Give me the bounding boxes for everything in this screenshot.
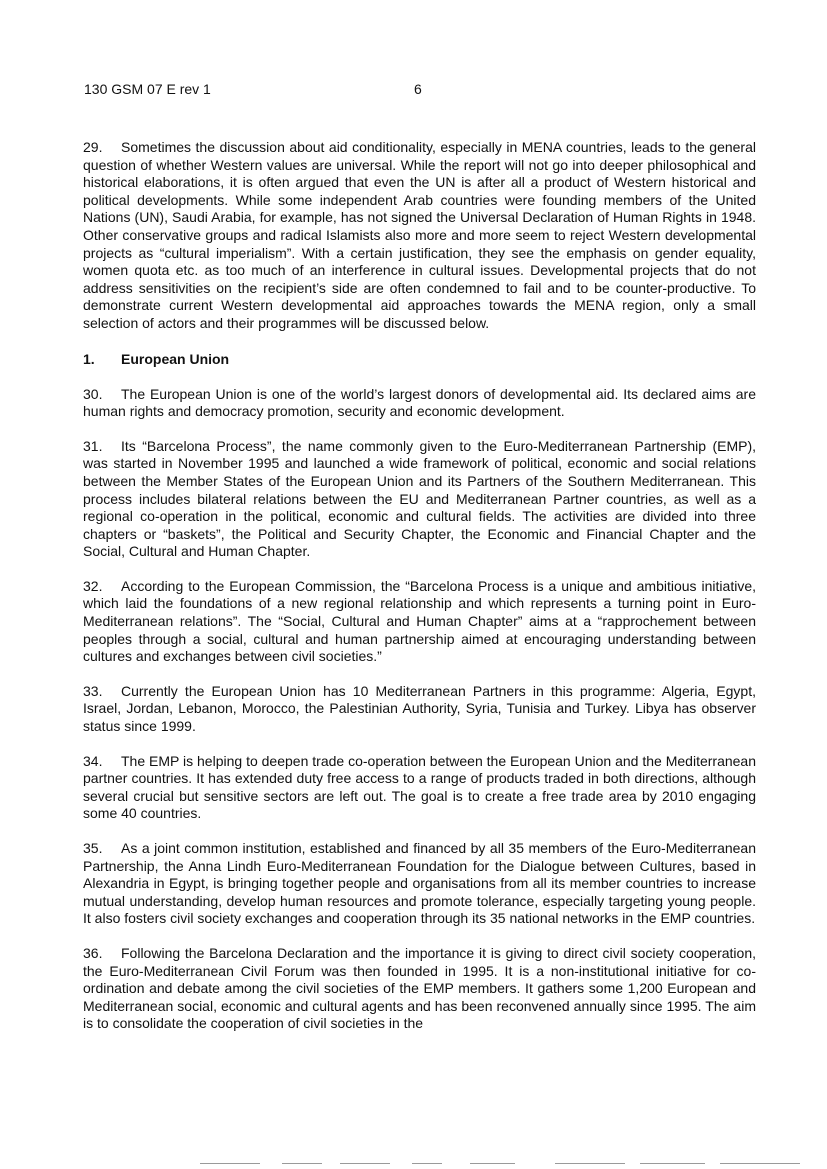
paragraph-31	[83, 438, 756, 561]
paragraph-text: Currently the European Union has 10 Mediterranean Partners in this programme: Algeria, Egypt, Israel, Jordan, Lebanon, Morocco, the Palestinian Authority, Syria, Tunisia and Turkey. Libya has observer status since 1999.	[83, 682, 756, 735]
paragraph-30	[83, 386, 756, 421]
paragraph-text: Its “Barcelona Process”, the name commonly given to the Euro-Mediterranean Partnership (EMP), was started in November 1995 and launched a wide framework of political, economic and social relations between the Member States of the European Union and its Partners of the Southern Mediterranean. This process includes bilateral relations between the EU and Mediterranean Partner countries, as well as a regional co-operation in the political, economic and cultural fields. The activities are divided into three chapters or “baskets”, the Political and Security Chapter, the Economic and Financial Chapter and the Social, Cultural and Human Chapter.	[83, 437, 756, 560]
paragraph-text: Sometimes the discussion about aid conditionality, especially in MENA countries, leads to the general question of whether Western values are universal. While the report will not go into deeper philosophical and historical elaborations, it is often argued that even the UN is after all a product of Western historical and political developments. While some independent Arab countries were founding members of the United Nations (UN), Saudi Arabia, for example, has not signed the Universal Declaration of Human Rights in 1948. Other conservative groups and radical Islamists also more and more seem to reject Western developmental projects as “cultural imperialism”. With a certain justification, they see the emphasis on gender equality, women quota etc. as too much of an interference in cultural issues. Developmental projects that do not address sensitivities on the recipient’s side are often condemned to fail and to be counter-productive. To demonstrate current Western developmental aid approaches towards the MENA region, only a small selection of actors and their programmes will be discussed below.	[83, 139, 756, 331]
paragraph-number: 34.	[83, 752, 103, 769]
paragraph-number: 29.	[83, 139, 103, 155]
paragraph-text: According to the European Commission, the “Barcelona Process is a unique and ambitious initiative, which laid the foundations of a new regional relationship and which represents a turning point in Euro-Mediterranean relations”. The “Social, Cultural and Human Chapter” aims at a “rapprochement between peoples through a social, cultural and human partnership aimed at encouraging understanding between cultures and exchanges between civil societies.”	[83, 577, 756, 665]
page-number: 6	[414, 81, 422, 97]
paragraph-number: 35.	[83, 840, 103, 856]
paragraph-number: 32.	[83, 577, 103, 594]
paragraph-35	[83, 840, 756, 928]
section-title: European Union	[121, 350, 230, 367]
paragraph-32	[83, 578, 756, 666]
scan-mark	[282, 1163, 322, 1164]
document-body	[83, 139, 756, 1050]
section-heading	[83, 350, 756, 368]
scan-mark	[412, 1163, 442, 1164]
scan-mark	[470, 1163, 515, 1164]
scan-mark	[200, 1163, 260, 1164]
paragraph-number: 31.	[83, 437, 103, 454]
paragraph-text: The EMP is helping to deepen trade co-operation between the European Union and the Mediterranean partner countries. It has extended duty free access to a range of products traded in both directions, although several crucial but sensitive sectors are left out. The goal is to create a free trade area by 2010 engaging some 40 countries.	[83, 752, 756, 822]
paragraph-29	[83, 139, 756, 333]
scan-mark	[640, 1163, 705, 1164]
paragraph-text: Following the Barcelona Declaration and the importance it is giving to direct civil society cooperation, the Euro-Mediterranean Civil Forum was then founded in 1995. It is a non-institutional initiative for co-ordination and debate among the civil societies of the EMP members. It gathers some 1,200 European and Mediterranean social, economic and cultural agents and has been reconvened annually since 1995. The aim is to consolidate the cooperation of civil societies in the	[83, 944, 756, 1032]
paragraph-36	[83, 945, 756, 1033]
paragraph-34	[83, 753, 756, 823]
paragraph-number: 33.	[83, 682, 103, 699]
scan-mark	[720, 1163, 800, 1164]
scan-artifact-marks	[200, 1163, 827, 1166]
section-number: 1.	[83, 350, 95, 367]
document-reference: 130 GSM 07 E rev 1	[84, 81, 211, 97]
paragraph-number: 30.	[83, 385, 103, 402]
paragraph-text: As a joint common institution, established and financed by all 35 members of the Euro-Mediterranean Partnership, the Anna Lindh Euro-Mediterranean Foundation for the Dialogue between Cultures, based in Alexandria in Egypt, is bringing together people and organisations from all its member countries to increase mutual understanding, develop human resources and promote tolerance, especially targeting young people. It also fosters civil society exchanges and cooperation through its 35 national networks in the EMP countries.	[83, 840, 756, 927]
paragraph-text: The European Union is one of the world’s largest donors of developmental aid. Its declared aims are human rights and democracy promotion, security and economic development.	[83, 385, 756, 420]
scan-mark	[555, 1163, 625, 1164]
page-header	[84, 81, 764, 101]
paragraph-33	[83, 683, 756, 736]
scan-mark	[340, 1163, 390, 1164]
paragraph-number: 36.	[83, 944, 103, 961]
